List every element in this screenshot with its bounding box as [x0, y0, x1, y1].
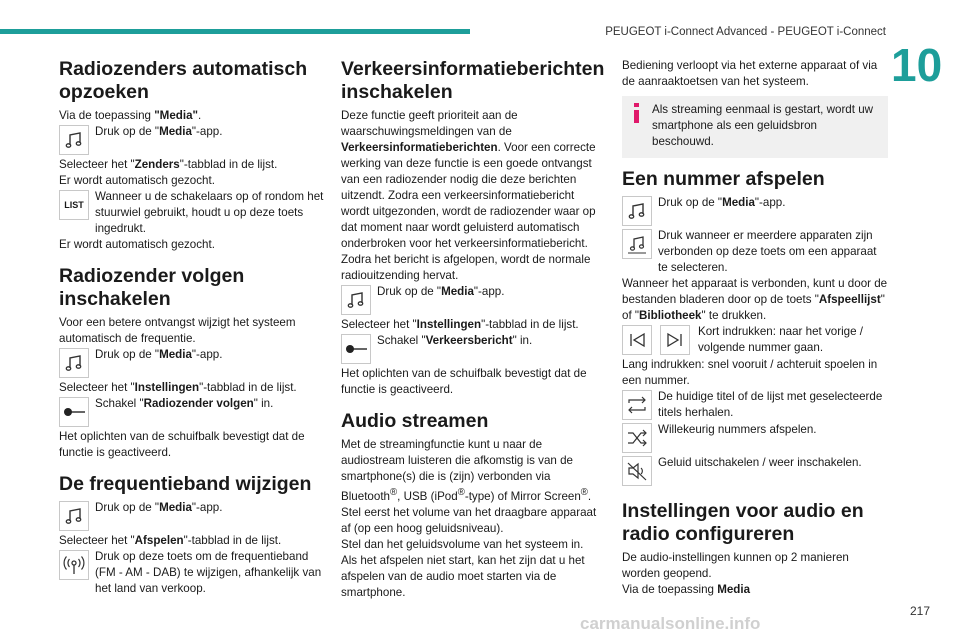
section-traffic-info: [341, 58, 603, 398]
instruction-row: [59, 347, 325, 380]
text: Druk op de ": [95, 501, 160, 514]
paragraph: Het oplichten van de schuifbalk bevestigt dat de functie is geactiveerd.: [341, 367, 587, 396]
paragraph: Lang indrukken: snel vooruit / achteruit spoelen in een nummer.: [622, 358, 878, 387]
instruction-text: Geluid uitschakelen / weer inschakelen.: [658, 456, 862, 469]
text: Selecteer het ": [341, 318, 417, 331]
instruction-text: Kort indrukken: naar het vorige / volgende nummer gaan.: [698, 325, 863, 354]
watermark: carmanualsonline.info: [580, 614, 761, 633]
instruction-text: [377, 333, 603, 349]
section-station-follow: [59, 265, 325, 461]
column-1: [59, 58, 325, 597]
paragraph: [59, 157, 325, 173]
toggle-switch-icon: [59, 397, 89, 427]
instruction-row: [622, 422, 888, 455]
paragraph: Er wordt automatisch gezocht.: [59, 174, 215, 187]
section-play-track: [622, 168, 888, 488]
text: Schakel ": [95, 397, 144, 410]
text: . Voor een correcte werking van deze functie is een goede ontvangst van een radiozender nodig die deze berichten uitzendt. Zodra een verkeersinformatiebericht wordt uitgezonden, wordt de radiozender waar op dat moment naar wordt geluisterd automatisch onderbroken voor het verkeersinformatiebericht. Zodra het bericht is afgelopen, wordt de normale radiouitzending hervat.: [341, 141, 596, 282]
instruction-text: Willekeurig nummers afspelen.: [658, 423, 817, 436]
instruction-row: [59, 549, 325, 597]
info-icon: [630, 102, 644, 124]
info-note: [622, 96, 888, 158]
radio-antenna-icon: [59, 550, 89, 580]
instruction-text: Druk wanneer er meerdere apparaten zijn verbonden op deze toets om een apparaat te selecteren.: [658, 229, 877, 274]
text: " in.: [253, 397, 274, 410]
text: Druk op de ": [95, 348, 160, 361]
instruction-row: [622, 228, 888, 276]
bold-text: Instellingen: [416, 318, 482, 331]
section-title: Radiozenders automatisch opzoeken: [59, 58, 308, 103]
music-note-icon: [59, 125, 89, 155]
repeat-icon: [622, 390, 652, 420]
instruction-row: [59, 124, 325, 157]
text: "-tabblad in de lijst.: [179, 158, 278, 171]
section-title: De frequentieband wijzigen: [59, 473, 312, 495]
chapter-number: 10: [891, 39, 943, 91]
bold-text: Radiozender volgen: [143, 397, 254, 410]
paragraph: Stel eerst het volume van het draagbare apparaat af (op een hoog geluidsniveau).: [341, 505, 597, 535]
text: " of ": [622, 293, 885, 322]
registered-mark: ®: [580, 487, 588, 498]
mute-icon: [622, 456, 652, 486]
bold-text: Media: [717, 583, 751, 596]
media-source-icon: [622, 229, 652, 259]
text: "-app.: [191, 125, 223, 138]
skip-next-icon: [660, 325, 690, 355]
bold-text: Zenders: [134, 158, 180, 171]
text: Druk op de ": [95, 125, 160, 138]
text: "-app.: [191, 348, 223, 361]
paragraph: [59, 380, 325, 396]
text: Met de streamingfunctie kunt u naar de audiostream luisteren die afkomstig is van de smartphone(s) die is (zijn) verbonden via Bluetooth: [341, 438, 573, 503]
column-2: [341, 58, 603, 601]
music-note-icon: [622, 196, 652, 226]
column-3: [622, 58, 888, 598]
text: Via de toepassing: [59, 109, 155, 122]
section-audio-settings: [622, 500, 888, 598]
instruction-text: De huidige titel of de lijst met geselecteerde titels herhalen.: [658, 390, 883, 419]
instruction-row: [341, 333, 603, 366]
paragraph: De audio-instellingen kunnen op 2 manieren worden geopend.: [622, 551, 849, 580]
instruction-row: [341, 284, 603, 317]
registered-mark: ®: [457, 487, 465, 498]
instruction-text: [95, 500, 325, 516]
bold-text: Media: [159, 348, 192, 361]
paragraph: [59, 108, 325, 124]
text: .: [198, 109, 202, 122]
bold-text: Afspelen: [134, 534, 184, 547]
section-audio-streaming: [341, 410, 603, 601]
page-number: 217: [909, 604, 930, 618]
bold-text: Afspeellijst: [818, 293, 881, 306]
bold-text: Bibliotheek: [639, 309, 702, 322]
text: Selecteer het ": [59, 381, 135, 394]
header-title: PEUGEOT i-Connect Advanced - PEUGEOT i-Connect: [605, 26, 886, 38]
paragraph: Het oplichten van de schuifbalk bevestigt dat de functie is geactiveerd.: [59, 430, 305, 459]
instruction-text: Wanneer u de schakelaars op of rondom het stuurwiel gebruikt, houdt u op deze toets ingedrukt.: [95, 190, 324, 235]
instruction-row: [59, 500, 325, 533]
text: "-tabblad in de lijst.: [199, 381, 297, 394]
instruction-row: [622, 195, 888, 228]
bold-text: "Media": [154, 109, 199, 122]
paragraph: [341, 437, 603, 505]
bold-text: Media: [441, 285, 474, 298]
paragraph: Er wordt automatisch gezocht.: [59, 238, 215, 251]
paragraph: [622, 276, 888, 324]
section-title: Instellingen voor audio en radio configureren: [622, 500, 864, 545]
info-note-text: Als streaming eenmaal is gestart, wordt uw smartphone als een geluidsbron beschouwd.: [652, 103, 874, 148]
instruction-row: [622, 324, 888, 357]
instruction-row: [622, 455, 888, 488]
text: Schakel ": [377, 334, 426, 347]
toggle-switch-icon: [341, 334, 371, 364]
header-accent-bar: [0, 29, 470, 34]
text: .: [587, 489, 592, 503]
section-title: Een nummer afspelen: [622, 168, 825, 190]
skip-previous-icon: [622, 325, 652, 355]
section-auto-search: [59, 58, 325, 253]
instruction-text: [95, 396, 325, 412]
text: Selecteer het ": [59, 534, 135, 547]
section-title: Audio streamen: [341, 410, 489, 432]
registered-mark: ®: [390, 487, 398, 498]
bold-text: Media: [159, 125, 192, 138]
paragraph: [341, 317, 603, 333]
text: Via de toepassing: [622, 583, 718, 596]
instruction-text: [377, 284, 603, 300]
music-note-icon: [59, 348, 89, 378]
text: " in.: [512, 334, 533, 347]
text: "-app.: [191, 501, 223, 514]
instruction-row: [59, 189, 325, 237]
bold-text: Media: [159, 501, 192, 514]
section-title: Verkeersinformatieberichten inschakelen: [341, 58, 605, 103]
music-note-icon: [59, 501, 89, 531]
text: Deze functie geeft prioriteit aan de waarschuwingsmeldingen van de: [341, 109, 518, 138]
list-button-icon: LIST: [59, 190, 89, 220]
shuffle-icon: [622, 423, 652, 453]
paragraph: Voor een betere ontvangst wijzigt het systeem automatisch de frequentie.: [59, 316, 296, 345]
instruction-text: [95, 347, 325, 363]
paragraph: Stel dan het geluidsvolume van het systeem in.: [341, 537, 584, 551]
text: , USB (iPod: [397, 489, 458, 503]
bold-text: Instellingen: [134, 381, 200, 394]
section-title: Radiozender volgen inschakelen: [59, 265, 245, 310]
section-frequency-band: [59, 473, 325, 597]
instruction-text: Druk op deze toets om de frequentieband (FM - AM - DAB) te wijzigen, afhankelijk van het land van verkoop.: [95, 550, 322, 595]
text: "-tabblad in de lijst.: [481, 318, 579, 331]
bold-text: Media: [722, 196, 755, 209]
text: -type) of Mirror Screen: [464, 489, 581, 503]
text: "-app.: [754, 196, 786, 209]
paragraph: [59, 533, 325, 549]
text: Selecteer het ": [59, 158, 135, 171]
paragraph: [622, 582, 888, 598]
instruction-text: [95, 124, 325, 140]
text: Wanneer het apparaat is verbonden, kunt u door de bestanden bladeren door op de toets ": [622, 277, 888, 306]
bold-text: Verkeersbericht: [425, 334, 513, 347]
text: Druk op de ": [377, 285, 442, 298]
paragraph: [341, 108, 603, 284]
instruction-row: [59, 396, 325, 429]
paragraph: Als het afspelen niet start, kan het zijn dat u het afspelen van de audio moet starten via de smartphone.: [341, 553, 585, 599]
instruction-text: [658, 195, 888, 211]
text: " te drukken.: [701, 309, 767, 322]
text: Druk op de ": [658, 196, 723, 209]
paragraph: Bediening verloopt via het externe apparaat of via de aanraaktoetsen van het systeem.: [622, 59, 878, 88]
text: "-tabblad in de lijst.: [183, 534, 282, 547]
music-note-icon: [341, 285, 371, 315]
instruction-row: [622, 389, 888, 422]
bold-text: Verkeersinformatieberichten: [341, 141, 498, 154]
text: "-app.: [473, 285, 505, 298]
